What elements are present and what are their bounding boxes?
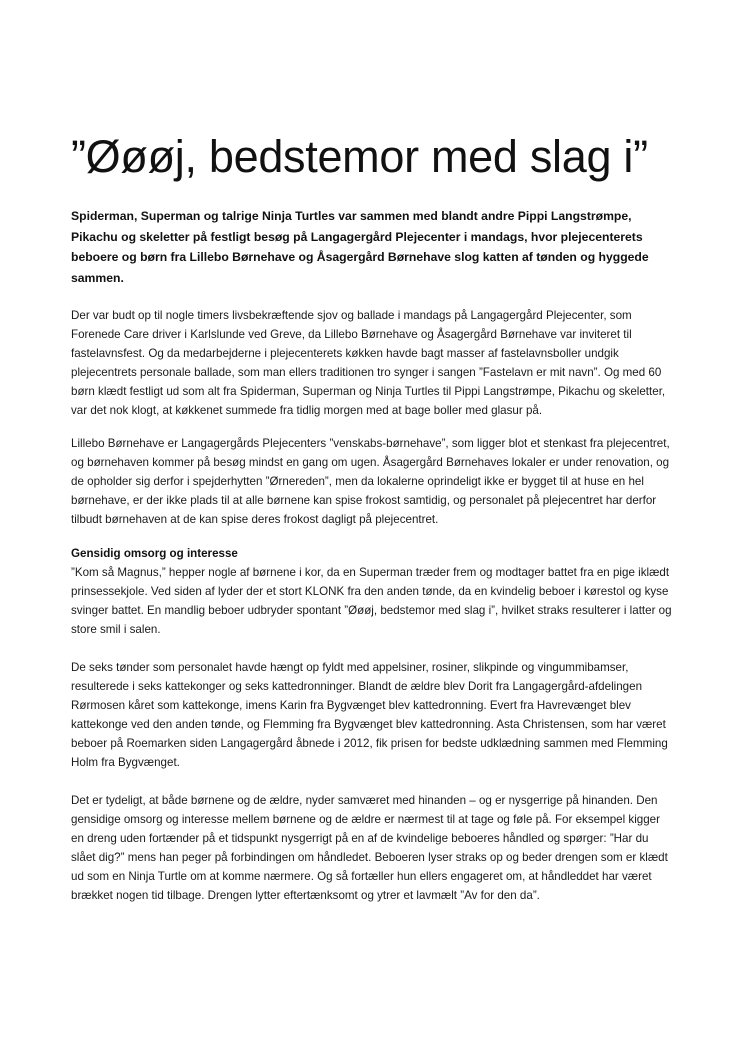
article-paragraph-5: Det er tydeligt, at både børnene og de ældre, nyder samværet med hinanden – og er nysgerrige på hinanden. Den gensidige omsorg og interesse mellem børnene og de ældre er nærmest til at tage og føle på. For eksempel kigger en dreng uden fortænder på et tidspunkt nysgerrigt på en af de kvindelige beboeres håndled og spørger: ”Har du slået dig?” mens han peger på forbindingen om håndledet. Beboeren lyser straks op og beder drengen som er klædt ud som en Ninja Turtle om at komme nærmere. Og så fortæller hun ellers engageret om, at håndleddet har været brækket nogen tid tilbage. Drengen lytter eftertænksomt og ytrer et lavmælt ”Av for den da”. [71, 794, 668, 902]
article-paragraph-3: ”Kom så Magnus,” hepper nogle af børnene i kor, da en Superman træder frem og modtager battet fra en pige iklædt prinsessekjole. Ved siden af lyder der et stort KLONK fra den anden tønde, da en kvindelig beboer i kørestol og kyse svinger battet. En mandlig beboer udbryder spontant ”Øøøj, bedstemor med slag i”, hvilket straks resulterer i latter og store smil i salen. [71, 566, 672, 636]
article-lead: Spiderman, Superman og talrige Ninja Turtles var sammen med blandt andre Pippi Langstrømpe, Pikachu og skeletter på festligt besøg på Langagergård Plejecenter i mandags, hvor plejecenterets beboere og børn fra Lillebo Børnehave og Åsagergård Børnehave slog katten af tønden og hyggede sammen. [71, 209, 649, 285]
article-title: ”Øøøj, bedstemor med slag i” [71, 131, 648, 182]
article-paragraph-2: Lillebo Børnehave er Langagergårds Plejecenters ”venskabs-børnehave”, som ligger blot et stenkast fra plejecentret, og børnehaven kommer på besøg mindst en gang om ugen. Åsagergård Børnehaves lokaler er under renovation, og de opholder sig derfor i spejderhytten ”Ørnereden”, men da lokalerne oprindeligt ikke er bygget til at huse en hel børnehave, er der ikke plads til at alle børnene kan spise frokost samtidig, og personalet på plejecentret har derfor tilbudt børnehaven at de kan spise deres frokost dagligt på plejecentret. [71, 437, 670, 526]
article-subheading: Gensidig omsorg og interesse [71, 547, 238, 560]
article-paragraph-1: Der var budt op til nogle timers livsbekræftende sjov og ballade i mandags på Langagergård Plejecenter, som Forenede Care driver i Karlslunde ved Greve, da Lillebo Børnehave og Åsagergård Børnehave var inviteret til fastelavnsfest. Og da medarbejderne i plejecenterets køkken havde bagt masser af fastelavnsboller undgik plejecentrets personale ballade, som man ellers traditionen tro synger i sangen ”Fastelavn er mit navn”. Og med 60 børn klædt festligt ud som alt fra Spiderman, Superman og Ninja Turtles til Pippi Langstrømpe, Pikachu og skeletter, var det nok klogt, at køkkenet summede fra tidlig morgen med at bage boller med glasur på. [71, 309, 666, 417]
article-paragraph-4: De seks tønder som personalet havde hængt op fyldt med appelsiner, rosiner, slikpinde og vingummibamser, resulterede i seks kattekonger og seks kattedronninger. Blandt de ældre blev Dorit fra Langagergård-afdelingen Rørmosen kåret som kattekonge, imens Karin fra Bygvænget blev kattedronning. Evert fra Havrevænget blev kattekonge ved den anden tønde, og Flemming fra Bygvænget blev kattedronning. Asta Christensen, som har været beboer på Roemarken siden Langagergård åbnede i 2012, fik prisen for bedste udklædning sammen med Flemming Holm fra Bygvænget. [71, 661, 668, 769]
